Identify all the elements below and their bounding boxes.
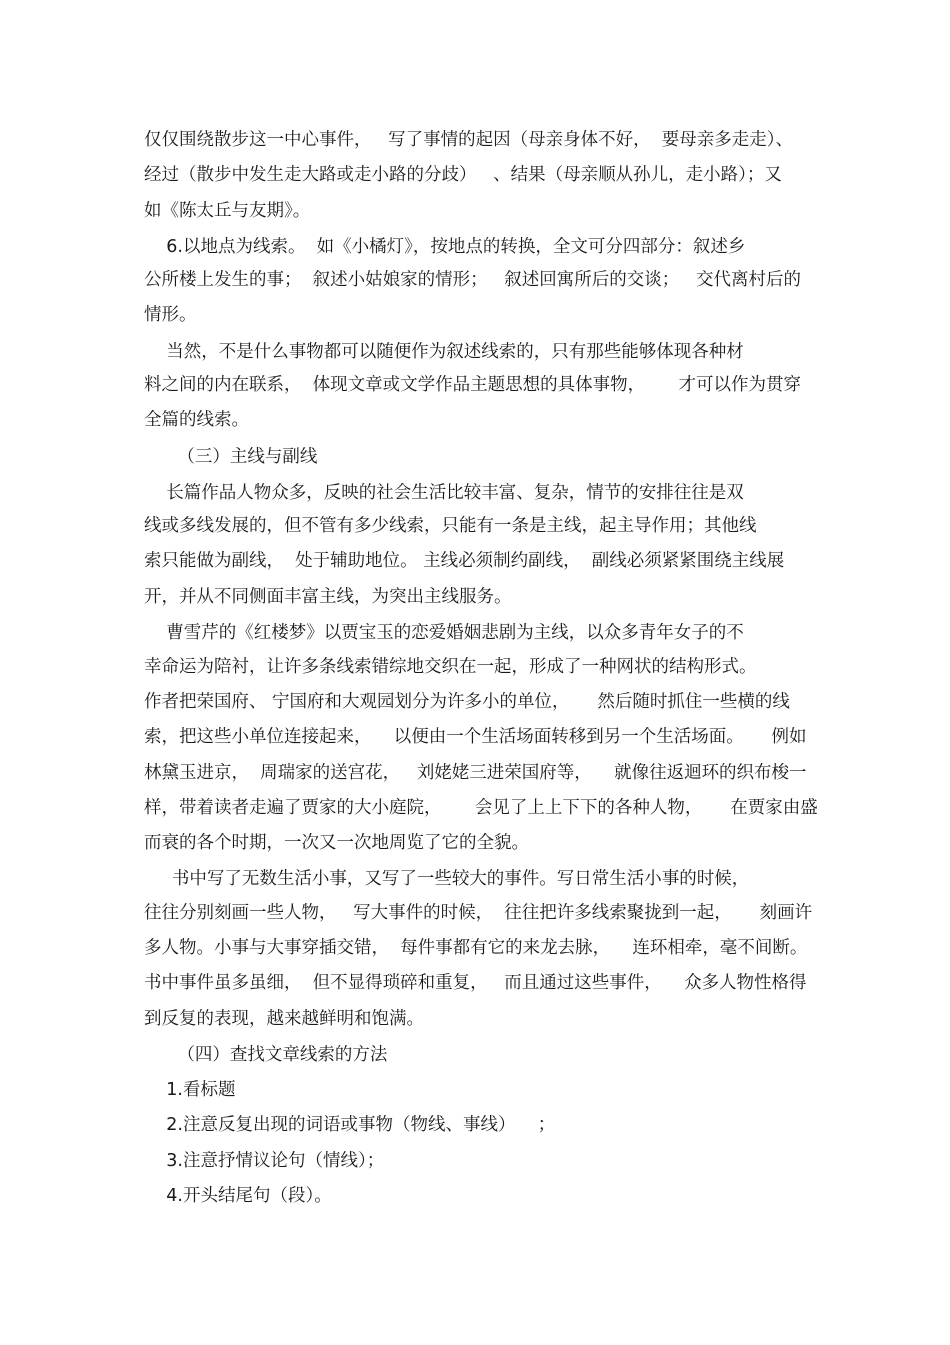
text-line: 开，并从不同侧面丰富主线，为突出主线服务。	[144, 587, 512, 607]
text-line: 幸命运为陪衬，让许多条线索错综地交织在一起，形成了一种网状的结构形式。	[144, 657, 757, 677]
text-line: 索，把这些小单位连接起来， 以便由一个生活场面转移到另一个生活场面。 例如	[144, 727, 807, 747]
text-line: 到反复的表现，越来越鲜明和饱满。	[144, 1009, 424, 1029]
text-line: 林黛玉进京， 周瑞家的送宫花， 刘姥姥三进荣国府等， 就像往返迴环的织布梭一	[144, 763, 807, 783]
text-line: 如《陈太丘与友期》。	[144, 201, 311, 221]
text-line: 而衰的各个时期，一次又一次地周览了它的全貌。	[144, 833, 529, 853]
text-line: 情形。	[144, 305, 197, 325]
text-line: 经过（散步中发生走大路或走小路的分歧） 、结果（母亲顺从孙儿，走小路）；又	[144, 165, 782, 185]
text-line: 往往分别刻画一些人物， 写大事件的时候， 往往把许多线索聚拢到一起， 刻画许	[144, 903, 813, 923]
text-line: 作者把荣国府、 宁国府和大观园划分为许多小的单位， 然后随时抓住一些横的线	[144, 692, 790, 712]
text-line: 6.以地点为线索。 如《小橘灯》，按地点的转换，全文可分四部分：叙述乡	[144, 237, 746, 257]
list-item: 1.看标题	[144, 1080, 236, 1100]
text-line: 当然，不是什么事物都可以随便作为叙述线索的，只有那些能够体现各种材	[144, 342, 744, 362]
section-heading: （四）查找文章线索的方法	[144, 1045, 388, 1065]
text-line: 书中事件虽多虽细， 但不显得琐碎和重复， 而且通过这些事件， 众多人物性格得	[144, 973, 807, 993]
text-line: 料之间的内在联系， 体现文章或文学作品主题思想的具体事物， 才可以作为贯穿	[144, 375, 801, 395]
text-line: 书中写了无数生活小事，又写了一些较大的事件。写日常生活小事的时候，	[144, 869, 750, 889]
text-line: 曹雪芹的《红楼梦》以贾宝玉的恋爱婚姻悲剧为主线，以众多青年女子的不	[144, 623, 744, 643]
text-line: 公所楼上发生的事； 叙述小姑娘家的情形； 叙述回寓所后的交谈； 交代离村后的	[144, 270, 801, 290]
text-line: 索只能做为副线， 处于辅助地位。 主线必须制约副线， 副线必须紧紧围绕主线展	[144, 551, 785, 571]
text-line: 样，带着读者走遍了贾家的大小庭院， 会见了上上下下的各种人物， 在贾家由盛	[144, 798, 818, 818]
text-line: 全篇的线索。	[144, 410, 249, 430]
list-item: 3.注意抒情议论句（情线）；	[144, 1151, 385, 1171]
text-line: 多人物。小事与大事穿插交错， 每件事都有它的来龙去脉， 连环相牵，毫不间断。	[144, 938, 808, 958]
text-line: 长篇作品人物众多，反映的社会生活比较丰富、复杂，情节的安排往往是双	[144, 483, 744, 503]
text-line: 线或多线发展的，但不管有多少线索，只能有一条是主线，起主导作用；其他线	[144, 516, 757, 536]
section-heading: （三）主线与副线	[144, 447, 318, 467]
list-item: 4.开头结尾句（段）。	[144, 1186, 332, 1206]
list-item: 2.注意反复出现的词语或事物（物线、事线） ；	[144, 1115, 556, 1135]
text-line: 仅仅围绕散步这一中心事件， 写了事情的起因（母亲身体不好， 要母亲多走走）、	[144, 130, 794, 150]
